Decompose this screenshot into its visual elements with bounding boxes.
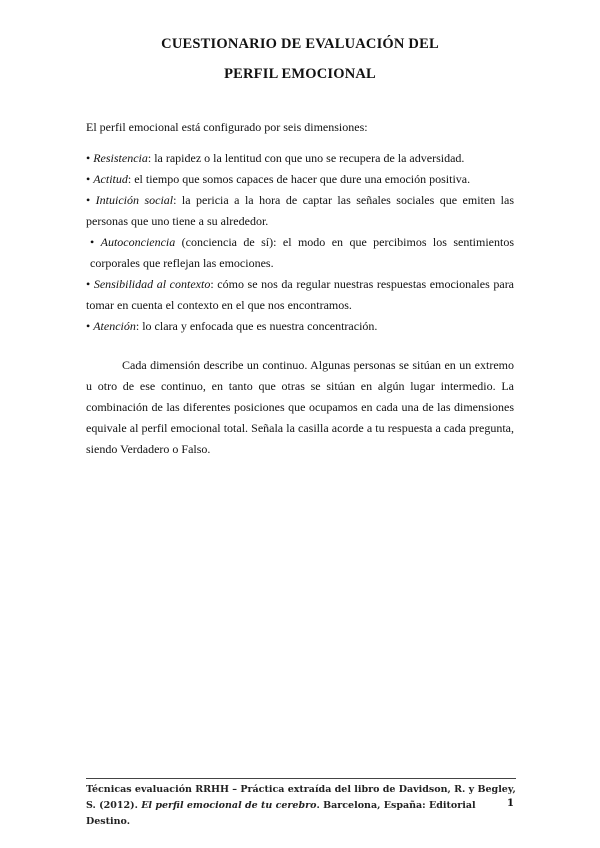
footer-divider — [86, 778, 516, 779]
dimension-description: cómo se nos da regular nuestras respuestas emocionales para tomar en cuenta el contexto en el que nos encontramos. — [86, 277, 515, 312]
bullet: • — [86, 172, 91, 186]
dimension-separator: : — [127, 172, 132, 186]
dimension-separator: : — [173, 193, 177, 207]
bullet: • — [86, 193, 91, 207]
instructions-paragraph: Cada dimensión describe un continuo. Algunas personas se sitúan en un extremo u otro de ese continuo, en tanto que otras se sitúan en algún lugar intermedio. La combinación de las diferentes posiciones que ocupamos en cada una de las dimensiones equivale al perfil emocional total. Señala la casilla acorde a tu respuesta a cada pregunta, siendo Verdadero o Falso. — [86, 358, 514, 456]
dimension-item — [86, 169, 514, 190]
bullet: • — [86, 151, 91, 165]
dimension-item — [86, 232, 514, 274]
bullet: • — [90, 235, 95, 249]
dimension-description: la pericia a la hora de captar las señales sociales que emiten las personas que uno tiene a su alrededor. — [86, 193, 514, 228]
footer-publisher: . Barcelona, España: Editorial Destino. — [86, 800, 476, 827]
page-number: 1 — [507, 798, 514, 809]
dimension-term: Resistencia — [93, 151, 148, 165]
dimension-item — [86, 148, 514, 169]
dimension-description: (conciencia de sí): el modo en que percibimos los sentimientos corporales que reflejan las emociones. — [90, 235, 515, 270]
dimension-item — [86, 190, 514, 232]
dimension-term: Sensibilidad al contexto — [93, 277, 211, 291]
dimension-item — [86, 274, 514, 316]
footer-book-title: El perfil emocional de tu cerebro — [141, 800, 317, 811]
dimensions-list — [86, 148, 514, 337]
document-title-line-1: CUESTIONARIO DE EVALUACIÓN DEL — [161, 36, 439, 52]
dimension-description: lo clara y enfocada que es nuestra concentración. — [139, 319, 378, 333]
dimension-description: la rapidez o la lentitud con que uno se recupera de la adversidad. — [151, 151, 465, 165]
dimension-term: Intuición social — [95, 193, 174, 207]
dimension-separator: : — [210, 277, 214, 291]
dimension-separator: : — [147, 151, 152, 165]
dimension-term: Actitud — [93, 172, 128, 186]
dimension-term: Autoconciencia — [100, 235, 176, 249]
bullet: • — [86, 319, 91, 333]
bullet: • — [86, 277, 91, 291]
footer-text: Técnicas evaluación RRHH – Práctica extraída del libro de Davidson, R. y Begley, S. (2012). — [86, 784, 516, 811]
dimension-separator: : — [135, 319, 140, 333]
document-title-line-2: PERFIL EMOCIONAL — [224, 66, 376, 82]
dimension-term: Atención — [93, 319, 136, 333]
dimension-item — [86, 316, 514, 337]
intro-text: El perfil emocional está configurado por seis dimensiones: — [86, 120, 368, 134]
dimension-description: el tiempo que somos capaces de hacer que dure una emoción positiva. — [131, 172, 471, 186]
footer-citation — [86, 782, 516, 830]
